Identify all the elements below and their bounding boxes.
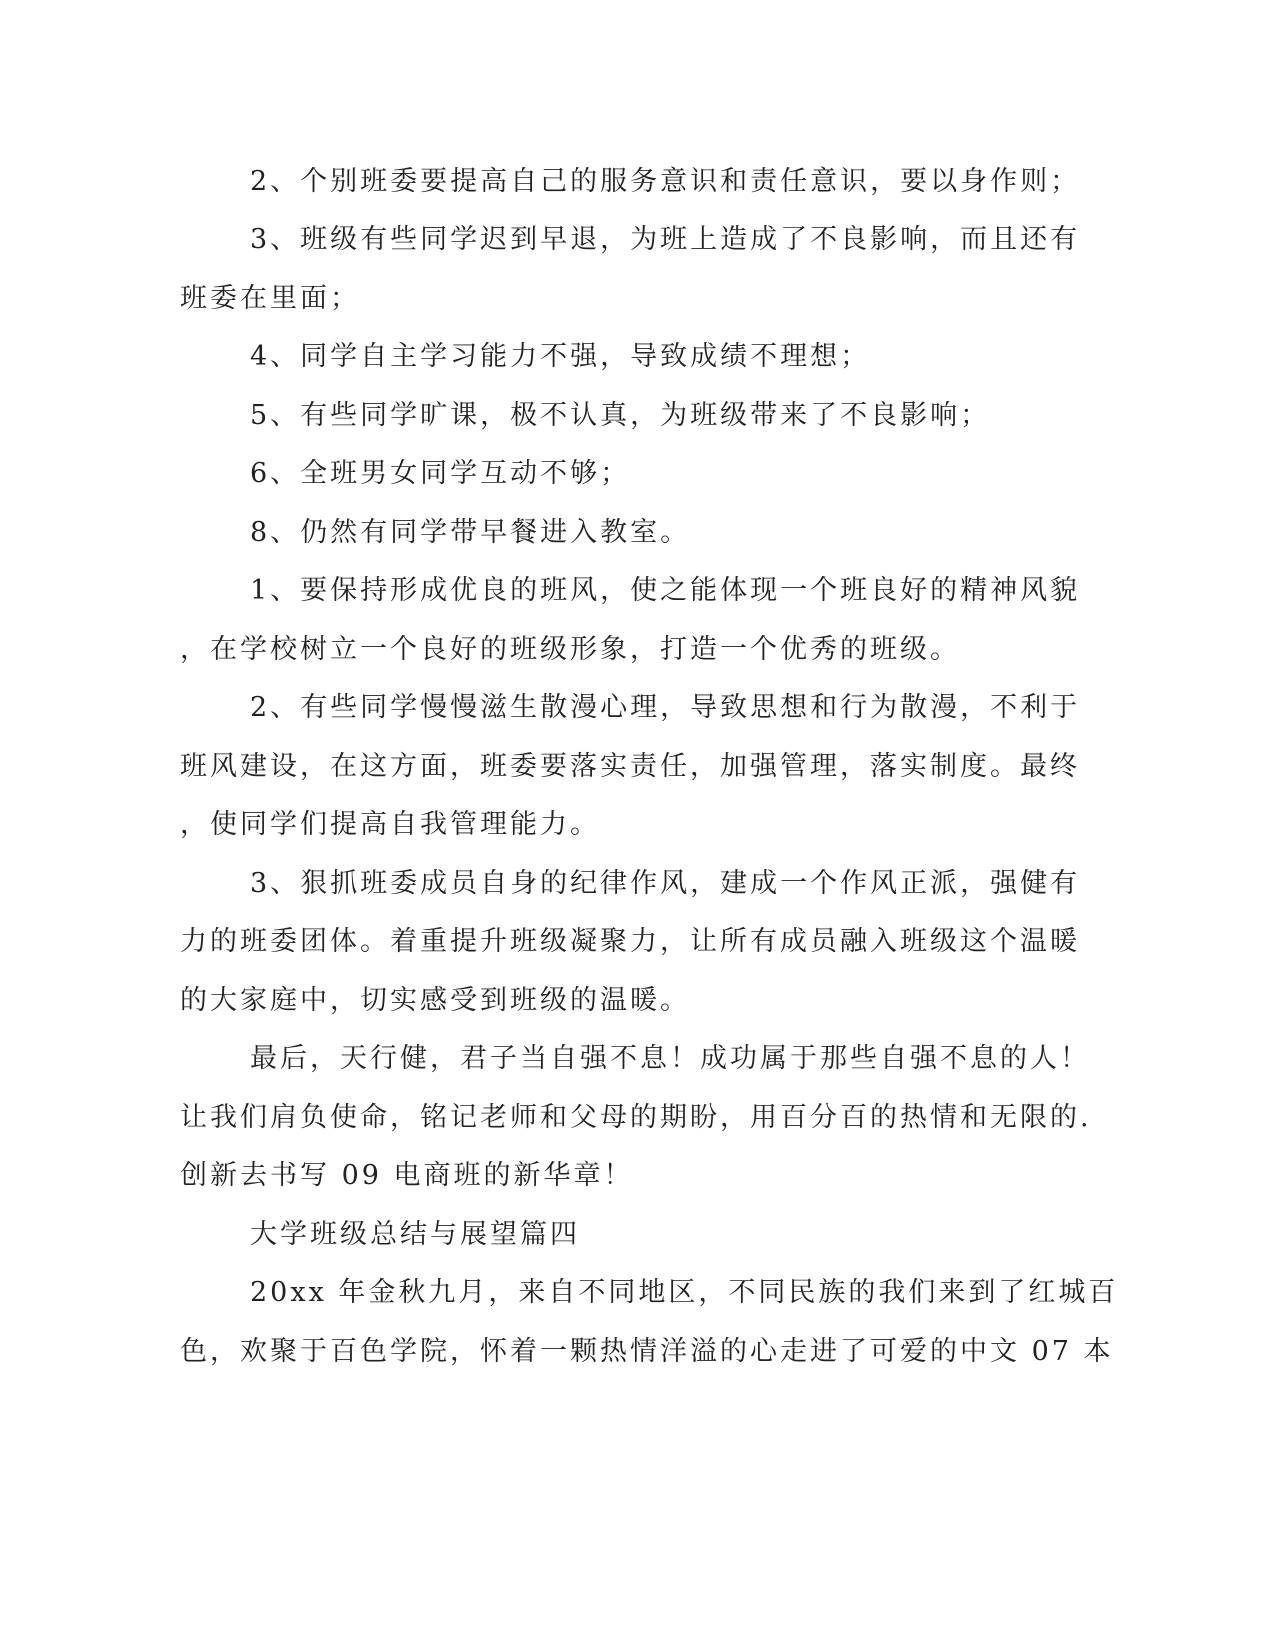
text-line: 最后，天行健，君子当自强不息！成功属于那些自强不息的人！: [250, 1043, 1090, 1074]
text-line: 让我们肩负使命，铭记老师和父母的期盼，用百分百的热情和无限的.: [180, 1102, 1092, 1133]
text-line: 创新去书写 09 电商班的新华章！: [180, 1160, 634, 1191]
text-line: 8、仍然有同学带早餐进入教室。: [250, 517, 691, 548]
text-line: 力的班委团体。着重提升班级凝聚力，让所有成员融入班级这个温暖: [180, 926, 1080, 957]
text-line: 6、全班男女同学互动不够；: [250, 458, 631, 489]
section-heading: 大学班级总结与展望篇四: [250, 1219, 580, 1250]
text-line: 5、有些同学旷课，极不认真，为班级带来了不良影响；: [250, 400, 991, 431]
text-line: 20xx 年金秋九月，来自不同地区，不同民族的我们来到了红城百: [250, 1277, 1119, 1308]
text-line: 3、班级有些同学迟到早退，为班上造成了不良影响，而且还有: [250, 224, 1081, 255]
text-line: 班委在里面；: [180, 283, 360, 314]
text-line: 1、要保持形成优良的班风，使之能体现一个班良好的精神风貌: [250, 575, 1081, 606]
text-line: 班风建设，在这方面，班委要落实责任，加强管理，落实制度。最终: [180, 751, 1080, 782]
text-line: 色，欢聚于百色学院，怀着一颗热情洋溢的心走进了可爱的中文 07 本: [180, 1336, 1114, 1367]
text-line: 2、个别班委要提高自己的服务意识和责任意识，要以身作则；: [250, 166, 1081, 197]
text-line: 4、同学自主学习能力不强，导致成绩不理想；: [250, 341, 871, 372]
text-line: ，使同学们提高自我管理能力。: [180, 809, 600, 840]
text-line: ，在学校树立一个良好的班级形象，打造一个优秀的班级。: [180, 634, 960, 665]
text-line: 2、有些同学慢慢滋生散漫心理，导致思想和行为散漫，不利于: [250, 692, 1081, 723]
text-line: 3、狠抓班委成员自身的纪律作风，建成一个作风正派，强健有: [250, 868, 1081, 899]
text-line: 的大家庭中，切实感受到班级的温暖。: [180, 985, 690, 1016]
